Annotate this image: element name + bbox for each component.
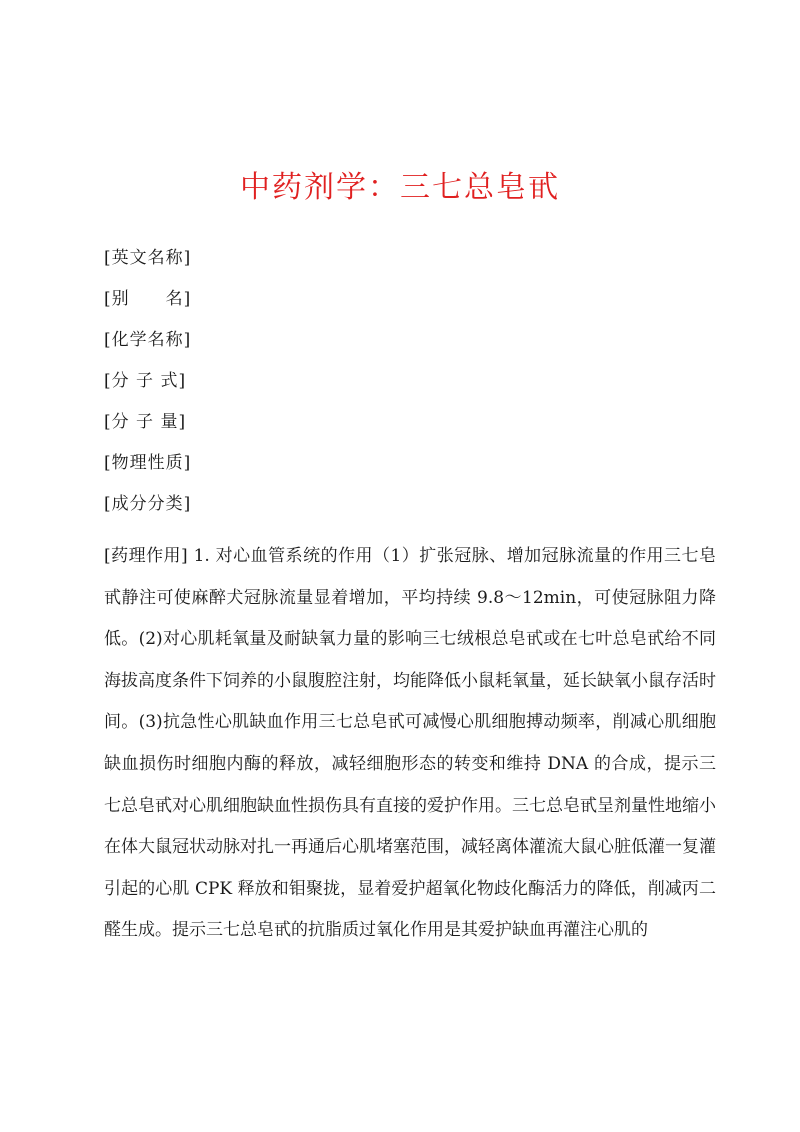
field-list: [104, 240, 724, 527]
field-molecular-formula: [104, 363, 724, 404]
field-label: [化学名称]: [104, 330, 192, 350]
field-alias: [104, 281, 724, 322]
field-molecular-weight: [104, 404, 724, 445]
field-physical-properties: [104, 445, 724, 486]
field-component-class: [104, 486, 724, 527]
field-english-name: [104, 240, 724, 281]
field-label: [成分分类]: [104, 494, 192, 514]
pharmacology-paragraph: [药理作用] 1. 对心血管系统的作用（1）扩张冠脉、增加冠脉流量的作用三七皂甙静注可使麻醉犬冠脉流量显着增加，平均持续 9.8～12min，可使冠脉阻力降低。(2)对心肌耗氧量及耐缺氧力量的影响三七绒根总皂甙或在七叶总皂甙给不同海拔高度条件下饲养的小鼠腹腔注射，均能降低小鼠耗氧量，延长缺氧小鼠存活时间。(3)抗急性心肌缺血作用三七总皂甙可减慢心肌细胞搏动频率，削减心肌细胞缺血损伤时细胞内酶的释放，减轻细胞形态的转变和维持 DNA 的合成，提示三七总皂甙对心肌细胞缺血性损伤具有直接的爱护作用。三七总皂甙呈剂量性地缩小在体大鼠冠状动脉对扎一再通后心肌堵塞范围，减轻离体灌流大鼠心脏低灌一复灌引起的心肌 CPK 释放和钼聚拢，显着爱护超氧化物歧化酶活力的降低，削减丙二醛生成。提示三七总皂甙的抗脂质过氧化作用是其爱护缺血再灌注心肌的: [104, 546, 716, 941]
field-label: [分 子 式]: [104, 371, 187, 391]
field-label: [别 名]: [104, 289, 192, 309]
field-label: [分 子 量]: [104, 412, 187, 432]
field-label: [物理性质]: [104, 453, 192, 473]
field-chemical-name: [104, 322, 724, 363]
document-title: 中药剂学：三七总皂甙: [240, 170, 560, 205]
field-label: [英文名称]: [104, 248, 192, 268]
